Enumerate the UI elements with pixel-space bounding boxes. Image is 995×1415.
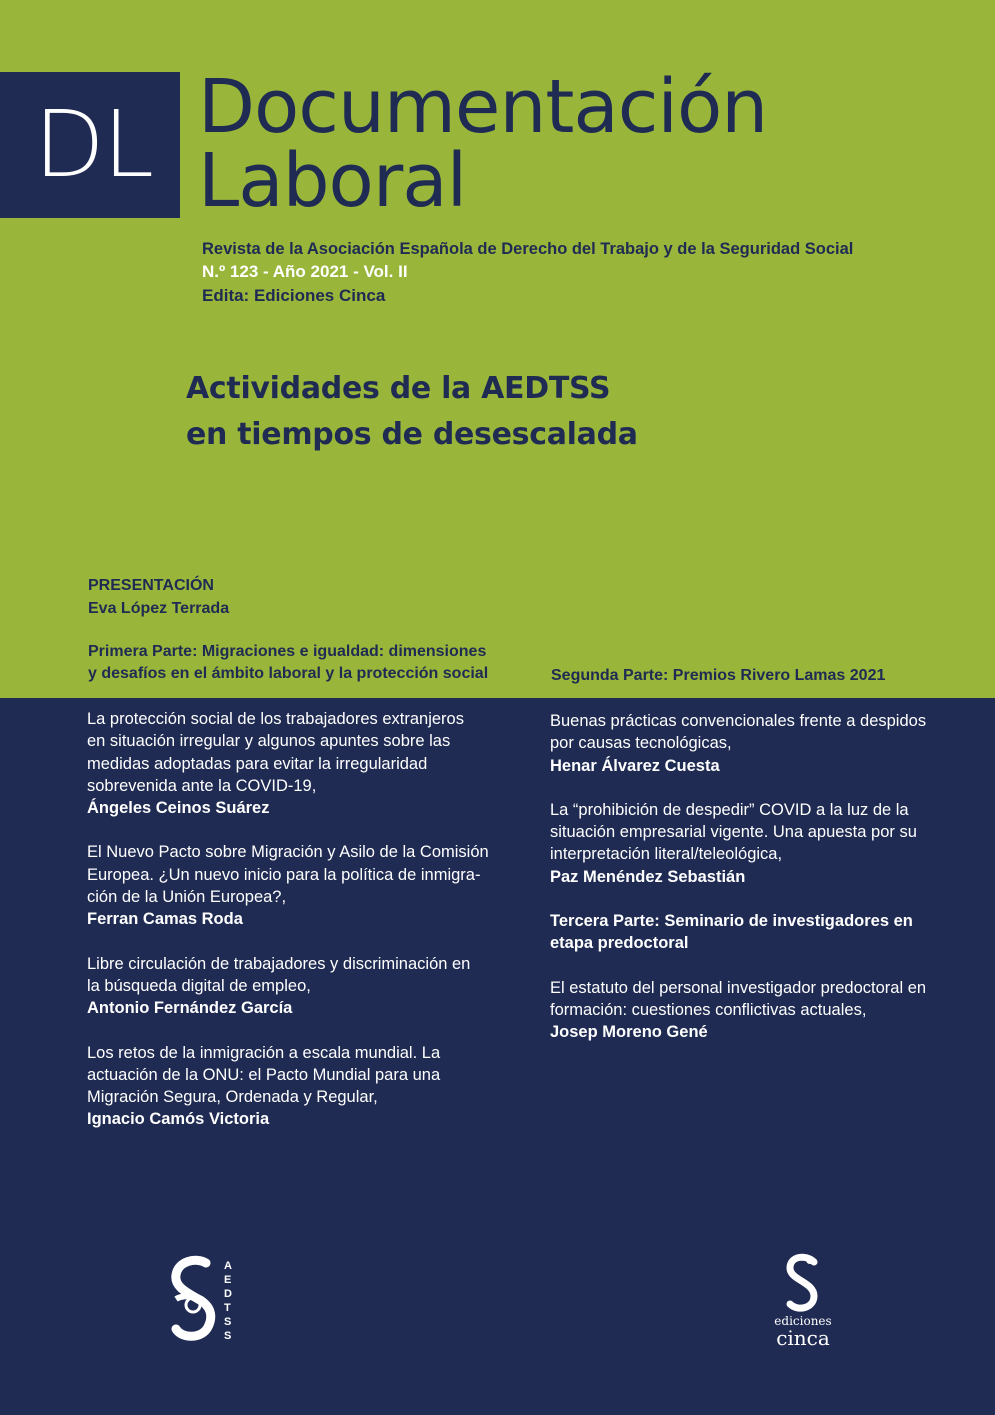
article-author: Paz Menéndez Sebastián (550, 867, 746, 886)
part2-heading: Segunda Parte: Premios Rivero Lamas 2021 (551, 667, 886, 684)
part1-heading-line2: y desafíos en el ámbito laboral y la protección social (88, 665, 489, 682)
article-author: Ignacio Camós Victoria (87, 1110, 270, 1129)
aedtss-letter: D (224, 1288, 232, 1300)
article-entry (87, 953, 527, 1020)
journal-title (198, 64, 768, 224)
article-entry (87, 841, 527, 930)
article-author: Josep Moreno Gené (550, 1023, 708, 1042)
article-entry (87, 1042, 527, 1131)
aedtss-letter: S (224, 1330, 232, 1342)
cinca-logo-line1: ediciones (774, 1314, 832, 1328)
article-author: Ferran Camas Roda (87, 910, 243, 929)
journal-title-line1: Documentación (198, 64, 768, 150)
publisher-name: Ediciones Cinca (253, 286, 386, 305)
article-entry (550, 710, 970, 777)
article-title: Los retos de la inmigración a escala mundial. La actuación de la ONU: el Pacto Mundial para una Migración Segura, Ordenada y Regular, (87, 1043, 441, 1107)
issue-theme-title (186, 366, 638, 458)
aedtss-letter: S (224, 1316, 232, 1328)
article-entry (87, 708, 527, 819)
presentation-block (88, 574, 229, 620)
aedtss-emblem-icon (168, 1255, 238, 1347)
article-title: El Nuevo Pacto sobre Migración y Asilo de la Comisión Europea. ¿Un nuevo inicio para la política de inmigra- ción de la Unión Europea?, (87, 843, 489, 907)
issue-theme-line1: Actividades de la AEDTSS (186, 371, 611, 406)
dl-logo-letters: DL (33, 91, 152, 198)
article-title: Buenas prácticas convencionales frente a despidos por causas tecnológicas, (550, 712, 927, 753)
dl-logo-box (0, 72, 180, 218)
cinca-logo (770, 1252, 836, 1352)
aedtss-letter: T (224, 1302, 231, 1314)
part1-heading (88, 641, 488, 685)
aedtss-logo (168, 1255, 238, 1347)
article-entry (550, 799, 970, 888)
aedtss-letter: A (224, 1260, 232, 1272)
article-title: La “prohibición de despedir” COVID a la luz de la situación empresarial vigente. Una apuesta por su interpretación literal/teleológica, (550, 800, 917, 864)
issue-theme-line2: en tiempos de desescalada (186, 417, 638, 452)
article-author: Ángeles Ceinos Suárez (87, 799, 270, 818)
article-author: Henar Álvarez Cuesta (550, 756, 720, 775)
left-contents-column (87, 708, 527, 1153)
aedtss-letter: E (224, 1274, 232, 1286)
journal-title-line2: Laboral (198, 138, 467, 224)
presentation-author: Eva López Terrada (88, 600, 230, 617)
part3-heading: Tercera Parte: Seminario de investigadores en etapa predoctoral (550, 912, 913, 953)
journal-subtitle: Revista de la Asociación Española de Derecho del Trabajo y de la Seguridad Social (202, 240, 854, 258)
part1-heading-line1: Primera Parte: Migraciones e igualdad: dimensiones (88, 643, 487, 660)
publisher-label: Edita: (202, 286, 254, 305)
cinca-s-icon (770, 1252, 836, 1314)
article-title: El estatuto del personal investigador predoctoral en formación: cuestiones conflictivas actuales, (550, 978, 927, 1019)
article-title: Libre circulación de trabajadores y discriminación en la búsqueda digital de empleo, (87, 954, 471, 995)
article-author: Antonio Fernández García (87, 999, 293, 1018)
presentation-label: PRESENTACIÓN (88, 577, 214, 594)
article-title: La protección social de los trabajadores extranjeros en situación irregular y algunos apuntes sobre las medidas adoptadas para evitar la irregularidad sobrevenida ante la COVID-19, (87, 710, 464, 795)
cinca-logo-line2: cinca (776, 1326, 830, 1350)
issue-info: N.º 123 - Año 2021 - Vol. II (202, 262, 408, 281)
right-contents-column (550, 710, 970, 1066)
publisher-line (202, 286, 385, 306)
article-entry (550, 977, 970, 1044)
